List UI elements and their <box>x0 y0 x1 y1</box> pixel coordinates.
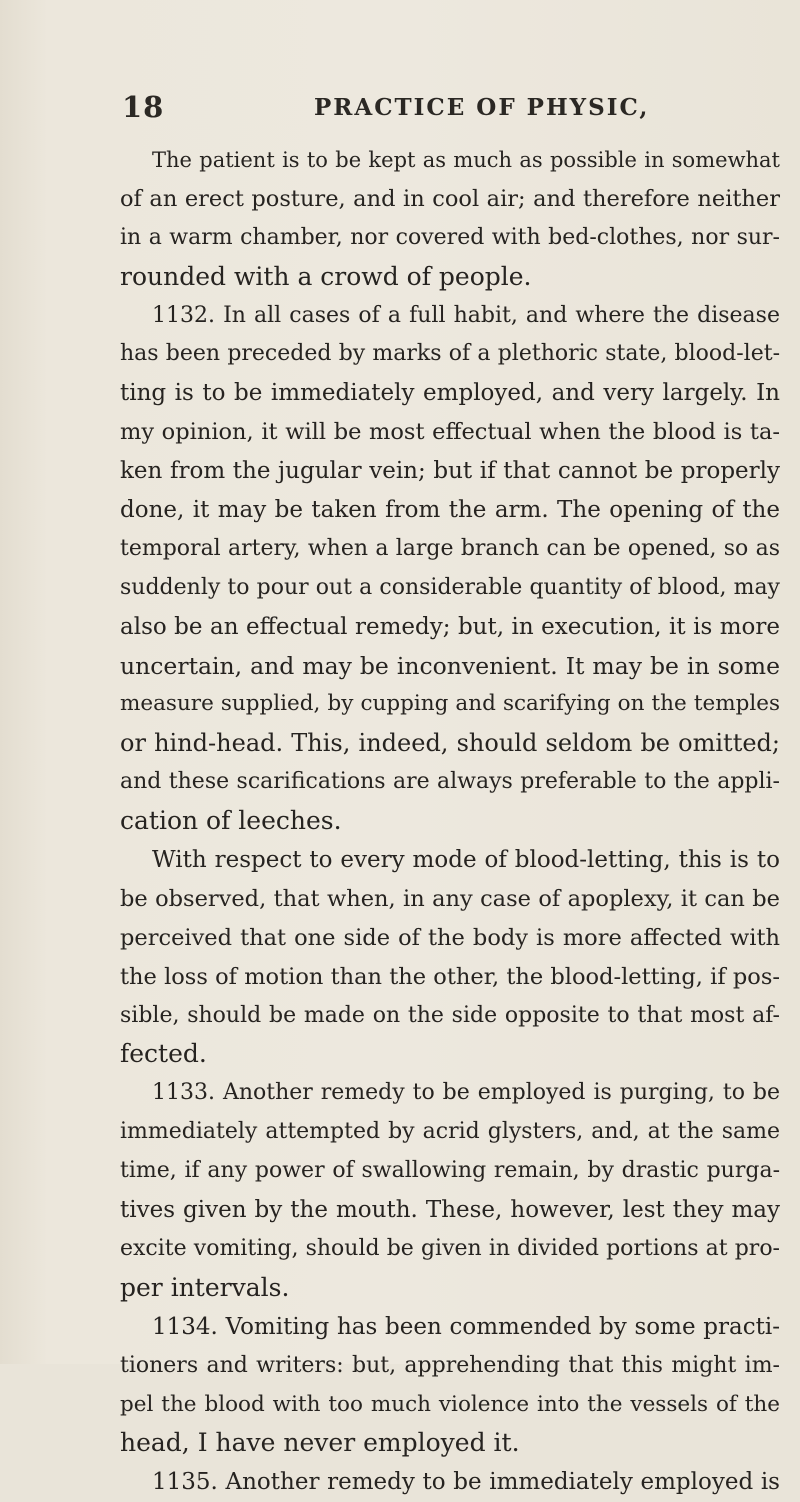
text-line: perceived that one side of the body is more affected with <box>120 924 780 951</box>
body-text <box>120 141 780 1502</box>
text-line: pel the blood with too much violence into the vessels of the <box>120 1391 780 1417</box>
text-line: With respect to every mode of blood-letting, this is to <box>152 847 780 874</box>
text-line: measure supplied, by cupping and scarifying on the temples <box>120 691 780 717</box>
text-line: ken from the jugular vein; but if that cannot be properly <box>120 458 780 485</box>
text-line: 1135. Another remedy to be immediately employed is <box>152 1469 780 1496</box>
text-line: head, I have never employed it. <box>120 1428 520 1458</box>
text-line: also be an effectual remedy; but, in execution, it is more <box>120 613 780 640</box>
text-line: rounded with a crowd of people. <box>120 261 532 291</box>
text-line: temporal artery, when a large branch can be opened, so as <box>120 535 780 561</box>
text-line: the loss of motion than the other, the blood-letting, if pos- <box>120 963 780 990</box>
text-line: 1133. Another remedy to be employed is purging, to be <box>152 1080 780 1106</box>
text-line: has been preceded by marks of a plethoric state, blood-let- <box>120 341 780 367</box>
text-line: excite vomiting, should be given in divided portions at pro- <box>120 1235 780 1261</box>
text-line: suddenly to pour out a considerable quantity of blood, may <box>120 574 780 600</box>
text-line: ting is to be immediately employed, and very largely. In <box>120 380 780 407</box>
text-line: per intervals. <box>120 1272 290 1302</box>
text-line: my opinion, it will be most effectual when the blood is ta- <box>120 419 780 446</box>
text-line: in a warm chamber, nor covered with bed-clothes, nor sur- <box>120 224 780 250</box>
text-line: tives given by the mouth. These, however, lest they may <box>120 1197 780 1224</box>
text-line: and these scarifications are always preferable to the appli- <box>120 769 780 795</box>
text-line: time, if any power of swallowing remain, by drastic purga- <box>120 1158 780 1184</box>
text-line: The patient is to be kept as much as possible in somewhat <box>152 148 780 172</box>
text-line: be observed, that when, in any case of apoplexy, it can be <box>120 885 780 912</box>
running-title: PRACTICE OF PHYSIC, <box>314 94 650 121</box>
text-line: 1134. Vomiting has been commended by some practi- <box>152 1313 780 1340</box>
text-line: immediately attempted by acrid glysters, and, at the same <box>120 1119 780 1145</box>
text-line: uncertain, and may be inconvenient. It may be in some <box>120 651 780 680</box>
text-line: or hind-head. This, indeed, should seldom be omitted; <box>120 729 780 758</box>
text-line: tioners and writers: but, apprehending that this might im- <box>120 1352 780 1378</box>
text-line: fected. <box>120 1039 207 1069</box>
text-line: sible, should be made on the side opposite to that most af- <box>120 1002 780 1028</box>
page-number: 18 <box>122 90 165 124</box>
text-line: done, it may be taken from the arm. The opening of the <box>120 497 780 524</box>
running-head <box>122 90 760 130</box>
text-line: of an erect posture, and in cool air; and therefore neither <box>120 185 780 212</box>
text-line: cation of leeches. <box>120 806 342 836</box>
text-line: 1132. In all cases of a full habit, and where the disease <box>152 302 780 328</box>
